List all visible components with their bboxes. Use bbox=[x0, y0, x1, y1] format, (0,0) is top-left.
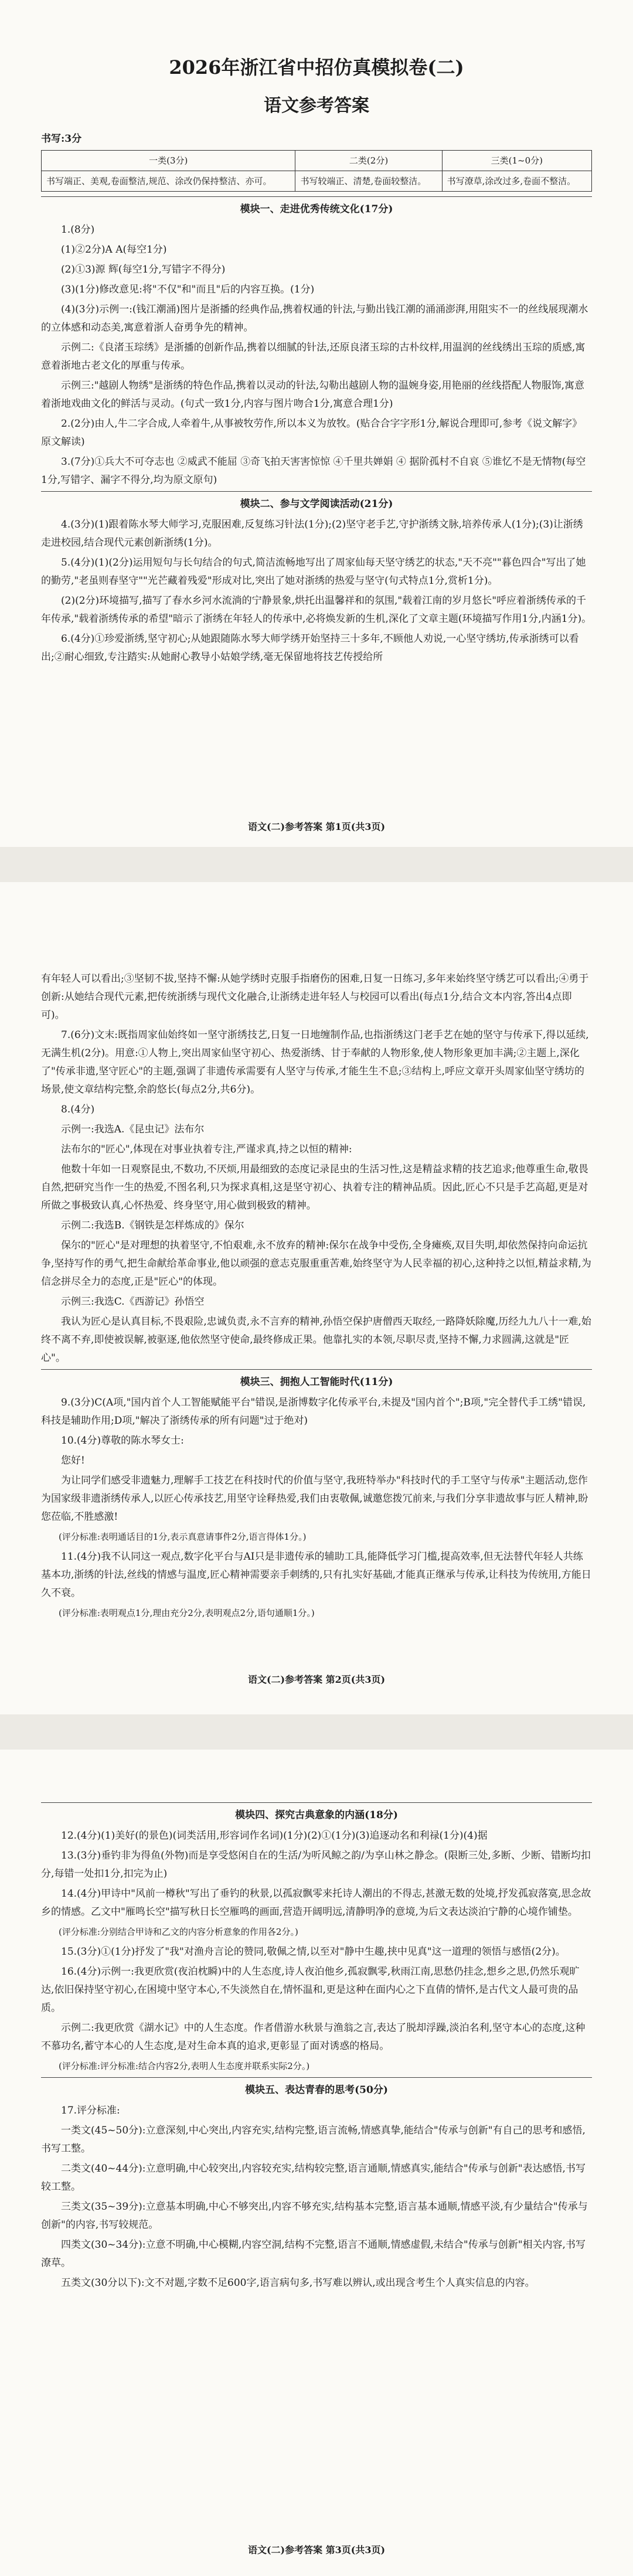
answer-paragraph: 保尔的"匠心"是对理想的执着坚守,不怕艰难,永不放弃的精神:保尔在战争中受伤,全身瘫痪,双目失明,却依然保持向命运抗争,坚持写作的勇气,把生命献给革命事业,他以顽强的意志克服重重苦难,始终坚守为人民幸福的初心,这种持之以恒,精益求精,为信念拼尽全力的态度,正是"匠心"的体现。 bbox=[41, 1240, 591, 1288]
page-gap bbox=[0, 847, 633, 882]
divider bbox=[41, 1369, 592, 1370]
answer-paragraph: 二类文(40~44分):立意明确,中心较突出,内容较充实,结构较完整,语言通顺,情感真实,能结合"传承与创新"表达感悟,书写较工整。 bbox=[41, 2163, 586, 2193]
page-2 bbox=[0, 882, 633, 1714]
answer-paragraph: 7.(6分)文末:既指周家仙始终如一坚守浙绣技艺,日复一日地缠制作品,也指浙绣这门老手艺在她的坚守与传承下,得以延续,无满生机(2分)。用意:①人物上,突出周家仙坚守初心、热爱浙绣、甘于奉献的人物形象,使人物形象更加丰满;②主题上,深化了"传承非遗,坚守匠心"的主题,强调了非遗传承需要有人坚守与传承,才能生生不息;③结构上,呼应文章开头周家仙坚守绣坊的场景,使文章结构完整,余韵悠长(每点2分,共6分)。 bbox=[41, 1029, 589, 1095]
table-header: 二类(2分) bbox=[295, 151, 442, 171]
table-header: 一类(3分) bbox=[42, 151, 295, 171]
score-note: (评分标准:表明通话目的1分,表示真意请事件2分,语言得体1分。) bbox=[59, 1532, 307, 1542]
answer-paragraph: 示例三:"越剧人物绣"是浙绣的特色作品,携着以灵动的针法,勾勒出越剧人物的温婉身姿,用艳丽的丝线搭配人物服饰,寓意着浙地戏曲文化的鲜活与灵动。(句式一致1分,内容与图片吻合1分,寓意合理1分) bbox=[41, 380, 584, 410]
answer-paragraph: 一类文(45~50分):立意深刻,中心突出,内容充实,结构完整,语言流畅,情感真挚,能结合"传承与创新"有自己的思考和感悟,书写工整。 bbox=[41, 2125, 586, 2155]
score-note: (评分标准:评分标准:结合内容2分,表明人生态度并联系实际2分。) bbox=[59, 2061, 310, 2071]
table-cell: 书写端正、美观,卷面整洁,规范、涂改仍保持整洁、亦可。 bbox=[42, 171, 295, 192]
page-1 bbox=[0, 0, 633, 847]
answer-paragraph: 五类文(30分以下):文不对题,字数不足600字,语言病句多,书写难以辨认,或出现含考生个人真实信息的内容。 bbox=[61, 2277, 535, 2289]
section-heading: 模块三、拥抱人工智能时代(11分) bbox=[240, 1376, 393, 1388]
divider bbox=[41, 196, 592, 197]
answer-paragraph: 示例三:我选C.《西游记》孙悟空 bbox=[61, 1296, 205, 1308]
page-gap bbox=[0, 1714, 633, 1750]
answer-paragraph: 他数十年如一日观察昆虫,不数功,不厌烦,用最细致的态度记录昆虫的生活习性,这是精益求精的技艺追求;他尊重生命,敬畏自然,把研究当作一生的热爱,不图名利,只为探求真相,这是坚守初心、执着专注的精神品质。因此,匠心不只是手艺高超,更是对所做之事极致认真,心怀热爱、终身坚守,用心做到极致的精神。 bbox=[41, 1163, 588, 1212]
answer-paragraph: 16.(4分)示例一:我更欣赏(夜泊枕瞬)中的人生态度,诗人夜泊他乡,孤寂飘零,秋雨江南,思愁仍挂念,想乡之思,仍然乐观旷达,依旧保持坚守初心,在困境中坚守本心,不失淡然自在,情怀温和,更是这种在面内心之下直倩的情怀,是古代文人最可贵的品质。 bbox=[41, 1966, 580, 2014]
answer-paragraph: 8.(4分) bbox=[61, 1104, 95, 1115]
answer-paragraph: 12.(4分)(1)美好(的景色)(词类活用,形容词作名词)(1分)(2)①(1分)(3)追逐动名和利禄(1分)(4)据 bbox=[61, 1830, 488, 1842]
answer-paragraph: 9.(3分)C(A项,"国内首个人工智能赋能平台"错误,是浙博数字化传承平台,未提及"国内首个";B项,"完全替代手工绣"错误,科技是辅助作用;D项,"解决了浙绣传承的所有问题"过于绝对) bbox=[41, 1397, 586, 1427]
answer-paragraph: 您好! bbox=[61, 1455, 85, 1466]
answer-paragraph: 三类文(35~39分):立意基本明确,中心不够突出,内容不够充实,结构基本完整,语言基本通顺,情感平淡,有少量结合"传承与创新"的内容,书写较规范。 bbox=[41, 2201, 588, 2231]
answer-paragraph: (4)(3分)示例一:(钱江潮涌)图片是浙播的经典作品,携着权通的针法,与勤出钱江潮的涌涌澎湃,用阻实不一的丝线展现潮水的立体感和动态美,寓意着浙人奋勇争先的精神。 bbox=[41, 304, 588, 334]
section-heading: 模块二、参与文学阅读活动(21分) bbox=[240, 498, 393, 510]
answer-paragraph: 我认为匠心是认真目标,不畏艰险,忠诚负责,永不言弃的精神,孙悟空保护唐僧西天取经,一路降妖除魔,历经九九八十一难,始终不离不弃,即使被误解,被驱逐,他依然坚守使命,最终修成正果。他靠扎实的本领,尽职尽责,坚持不懈,力求圆满,这就是"匠心"。 bbox=[41, 1316, 591, 1364]
exam-title: 2026年浙江省中招仿真模拟卷(二) bbox=[169, 56, 464, 79]
answer-paragraph: 10.(4分)尊敬的陈水琴女士: bbox=[61, 1435, 184, 1447]
answer-paragraph: 四类文(30~34分):立意不明确,中心模糊,内容空洞,结构不完整,语言不通顺,情感虚假,未结合"传承与创新"相关内容,书写潦草。 bbox=[41, 2239, 586, 2269]
table-header: 三类(1~0分) bbox=[442, 151, 591, 171]
answer-paragraph: 15.(3分)①(1分)抒发了"我"对渔舟言论的赞同,敬佩之情,以至对"静中生趣,挟中见真"这一道理的领悟与感悟(2分)。 bbox=[61, 1946, 566, 1958]
divider bbox=[41, 1802, 592, 1803]
score-note: (评分标准:表明观点1分,理由充分2分,表明观点2分,语句通顺1分。) bbox=[59, 1608, 315, 1618]
page-footer: 语文(二)参考答案 第3页(共3页) bbox=[247, 2544, 386, 2555]
answer-paragraph: 4.(3分)(1)跟着陈水琴大师学习,克服困难,反复练习针法(1分);(2)坚守老手艺,守护浙绣文脉,培养传承人(1分);(3)让浙绣走进校园,结合现代元素创新浙绣(1分)。 bbox=[41, 519, 583, 549]
answer-paragraph: 有年轻人可以看出;③坚韧不拔,坚持不懈:从她学绣时克服手指磨伤的困难,日复一日练习,多年来始终坚守绣艺可以看出;④勇于创新:从她结合现代元素,把传统浙绣与现代文化融合,让浙绣走进年轻人与校园可以看出(每点1分,结合文本内容,答出4点即可)。 bbox=[41, 973, 589, 1021]
answer-paragraph: 11.(4分)我不认同这一观点,数字化平台与AI只是非遗传承的辅助工具,能降低学习门槛,提高效率,但无法替代年轻人共练基本功,浙绣的针法,丝线的情感与温度,匠心精神需要亲手刺绣的,只有扎实好基础,才能真正继承与传承,让科技为传统用,方能日久不衰。 bbox=[41, 1551, 591, 1599]
answer-paragraph: 1.(8分) bbox=[61, 224, 95, 236]
table-cell: 书写潦草,涂改过多,卷面不整洁。 bbox=[442, 171, 591, 192]
section-heading: 模块一、走进优秀传统文化(17分) bbox=[240, 203, 393, 215]
answer-paragraph: (3)(1分)修改意见:将"不仅"和"而且"后的内容互换。(1分) bbox=[61, 284, 315, 295]
answer-subtitle: 语文参考答案 bbox=[264, 96, 369, 116]
answer-paragraph: 法布尔的"匠心",体现在对事业执着专注,严谨求真,持之以恒的精神: bbox=[61, 1144, 352, 1155]
section-heading: 模块五、表达青春的思考(50分) bbox=[245, 2084, 388, 2096]
section-heading: 模块四、探究古典意象的内涵(18分) bbox=[235, 1809, 398, 1821]
answer-paragraph: 14.(4分)甲诗中"风前一樽秋"写出了垂钓的秋景,以孤寂飘零来托诗人潮出的不得志,甚激无数的处境,抒发孤寂落寞,思念故乡的情感。乙文中"雁鸣长空"描写秋日长空雁鸣的画面,营造开阔明远,清静明净的意境,为后文表达淡泊宁静的心境作铺垫。 bbox=[41, 1888, 591, 1918]
answer-paragraph: 6.(4分)①珍爱浙绣,坚守初心;从她跟随陈水琴大师学绣开始坚持三十多年,不顾他人劝说,一心坚守绣坊,传承浙绣可以看出;②耐心细致,专注踏实:从她耐心教导小姑娘学绣,毫无保留地将技艺传授给所 bbox=[41, 633, 579, 663]
answer-paragraph: 2.(2分)由人,牛二字合成,人牵着牛,从事被牧劳作,所以本义为放牧。(贴合合字字形1分,解说合理即可,参考《说文解字》原文解读) bbox=[41, 418, 583, 448]
answer-paragraph: (2)①3)源 辉(每空1分,写错字不得分) bbox=[61, 264, 226, 275]
page-footer: 语文(二)参考答案 第2页(共3页) bbox=[247, 1674, 386, 1685]
writing-score: 书写:3分 bbox=[41, 133, 82, 145]
answer-paragraph: 示例一:我选A.《昆虫记》法布尔 bbox=[61, 1124, 205, 1135]
answer-paragraph: 3.(7分)①兵大不可夺志也 ②威武不能屈 ③奇飞拍天害害惊惊 ④千里共婵娟 ④ 据阶孤村不自哀 ⑤谁忆不是无情物(每空1分,写错字、漏字不得分,均为原文原句) bbox=[41, 456, 586, 486]
answer-paragraph: 示例二:《良渚玉琮绣》是浙播的创新作品,携着以细腻的针法,还原良渚玉琮的古朴纹样,用温润的丝线绣出玉琮的质感,寓意着浙地古老文化的厚重与传承。 bbox=[41, 342, 586, 372]
table-cell: 书写较端正、清楚,卷面较整洁。 bbox=[295, 171, 442, 192]
page-3 bbox=[0, 1750, 633, 2576]
answer-paragraph: 17.评分标准: bbox=[61, 2105, 120, 2116]
page-footer: 语文(二)参考答案 第1页(共3页) bbox=[247, 821, 386, 832]
score-note: (评分标准:分别结合甲诗和乙文的内容分析意象的作用各2分。) bbox=[59, 1927, 298, 1937]
answer-paragraph: 5.(4分)(1)(2分)运用短句与长句结合的句式,简洁流畅地写出了周家仙每天坚守绣艺的状态,"天不亮""暮色四合"写出了她的勤劳,"老虽则春坚守""光芒藏着残爱"形成对比,突出了她对浙绣的热爱与坚守(句式特点1分,赏析1分)。 bbox=[41, 557, 586, 587]
answer-paragraph: 示例二:我更欣赏《湖水记》中的人生态度。作者借游水秋景与渔翁之言,表达了脱却浮躁,淡泊名利,坚守本心的态度,这种不慕功名,蓄守本心的人生态度,是对生命本真的追求,更彰显了面对诱惑的格局。 bbox=[41, 2022, 586, 2052]
answer-paragraph: 为让同学们感受非遗魅力,理解手工技艺在科技时代的价值与坚守,我班特举办"科技时代的手工坚守与传承"主题活动,您作为国家级非遗浙绣传承人,以匠心传承技艺,用坚守诠释热爱,我们由衷敬佩,诚邀您拨冗前来,与我们分享非遗故事与匠人精神,盼您莅临,不胜感激! bbox=[41, 1475, 588, 1523]
divider bbox=[41, 2077, 592, 2078]
answer-paragraph: (1)②2分)A A(每空1分) bbox=[61, 244, 167, 256]
writing-standard-table bbox=[41, 150, 592, 192]
answer-paragraph: 示例二:我选B.《钢铁是怎样炼成的》保尔 bbox=[61, 1220, 244, 1231]
answer-paragraph: (2)(2分)环境描写,描写了春水乡河水流淌的宁静景象,烘托出温馨祥和的氛围,"载着江南的岁月悠长"呼应着浙绣传承的千年传承,"载着浙绣传承的希望"暗示了浙绣在年轻人的传承中,必将焕发新的生机,深化了文章主题(环境描写作用1分,内涵1分)。 bbox=[41, 595, 592, 625]
divider bbox=[41, 491, 592, 492]
answer-paragraph: 13.(3分)垂钓非为得鱼(外物)而是享受悠闲自在的生活/为听风鲸之韵/为享山林之静念。(限断三处,多断、少断、错断均扣分,每错一处扣1分,扣完为止) bbox=[41, 1850, 591, 1880]
